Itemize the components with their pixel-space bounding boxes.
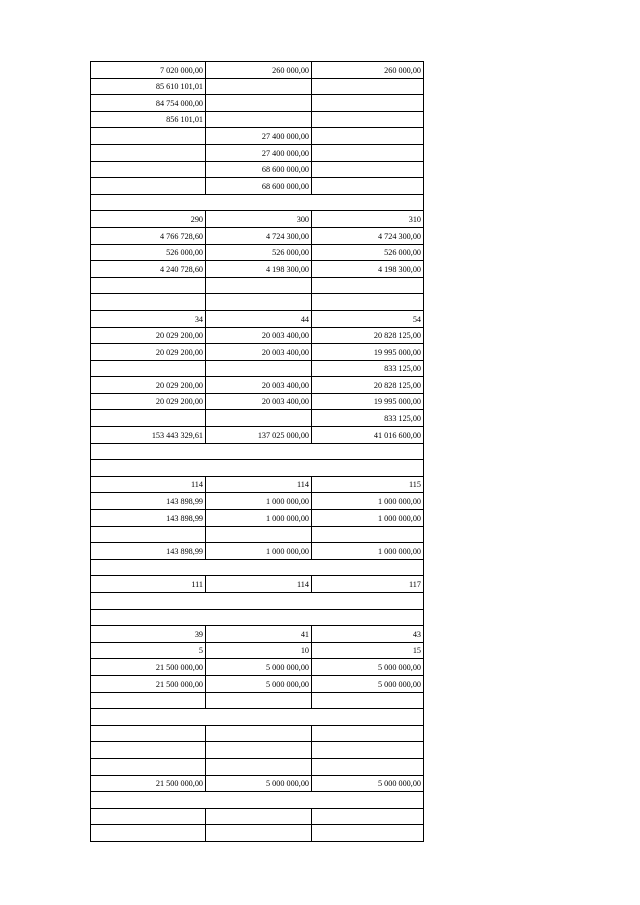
merged-row: [91, 194, 424, 211]
table-cell: [206, 410, 312, 427]
table-row: [91, 659, 424, 676]
table-cell: [312, 294, 424, 311]
table-cell: 137 025 000,00: [206, 427, 312, 444]
table-cell: [206, 808, 312, 825]
table-row: [91, 427, 424, 444]
table-cell: [206, 725, 312, 742]
table-row: [91, 510, 424, 527]
table-cell: 526 000,00: [312, 244, 424, 261]
merged-cell: [91, 792, 424, 809]
table-cell: 260 000,00: [206, 62, 312, 79]
merged-row: [91, 559, 424, 576]
merged-row: [91, 593, 424, 610]
table-cell: 34: [91, 310, 206, 327]
table-cell: [91, 410, 206, 427]
table-row: [91, 692, 424, 709]
table-cell: 20 828 125,00: [312, 327, 424, 344]
table-cell: 1 000 000,00: [312, 543, 424, 560]
table-cell: 20 029 200,00: [91, 377, 206, 394]
table-cell: [312, 161, 424, 178]
table-cell: [206, 78, 312, 95]
table-cell: [312, 692, 424, 709]
table-cell: 111: [91, 576, 206, 593]
merged-cell: [91, 460, 424, 477]
table-cell: [91, 758, 206, 775]
table-cell: 20 003 400,00: [206, 377, 312, 394]
table-cell: 143 898,99: [91, 543, 206, 560]
table-cell: 20 003 400,00: [206, 344, 312, 361]
table-cell: 54: [312, 310, 424, 327]
table-row: [91, 261, 424, 278]
table-cell: 4 198 300,00: [312, 261, 424, 278]
table-cell: 68 600 000,00: [206, 161, 312, 178]
table-cell: 526 000,00: [206, 244, 312, 261]
table-cell: 84 754 000,00: [91, 95, 206, 112]
table-row: [91, 111, 424, 128]
table-cell: [312, 78, 424, 95]
table-cell: 5 000 000,00: [312, 775, 424, 792]
merged-row: [91, 792, 424, 809]
table-row: [91, 211, 424, 228]
table-cell: [91, 178, 206, 195]
table-cell: 20 003 400,00: [206, 327, 312, 344]
table-cell: 4 240 728,60: [91, 261, 206, 278]
table-cell: [312, 742, 424, 759]
table-cell: [312, 128, 424, 145]
table-cell: 4 724 300,00: [312, 227, 424, 244]
table-cell: 833 125,00: [312, 360, 424, 377]
table-cell: 4 766 728,60: [91, 227, 206, 244]
spreadsheet-body: [91, 62, 424, 842]
merged-row: [91, 443, 424, 460]
table-row: [91, 775, 424, 792]
table-row: [91, 95, 424, 112]
table-cell: [312, 277, 424, 294]
table-cell: [206, 526, 312, 543]
table-row: [91, 808, 424, 825]
table-row: [91, 675, 424, 692]
table-cell: 4 724 300,00: [206, 227, 312, 244]
table-row: [91, 493, 424, 510]
table-cell: [206, 692, 312, 709]
table-cell: 5 000 000,00: [206, 775, 312, 792]
table-cell: 526 000,00: [91, 244, 206, 261]
table-row: [91, 344, 424, 361]
table-cell: 20 828 125,00: [312, 377, 424, 394]
table-row: [91, 825, 424, 842]
merged-row: [91, 709, 424, 726]
table-cell: [312, 825, 424, 842]
merged-cell: [91, 593, 424, 610]
table-cell: [91, 825, 206, 842]
table-row: [91, 227, 424, 244]
table-row: [91, 377, 424, 394]
table-cell: 20 029 200,00: [91, 344, 206, 361]
table-cell: [206, 758, 312, 775]
merged-row: [91, 460, 424, 477]
table-row: [91, 576, 424, 593]
table-cell: 20 003 400,00: [206, 393, 312, 410]
table-row: [91, 62, 424, 79]
table-cell: 114: [91, 476, 206, 493]
table-row: [91, 178, 424, 195]
spreadsheet-table: [90, 61, 424, 842]
table-row: [91, 161, 424, 178]
table-cell: 27 400 000,00: [206, 128, 312, 145]
table-row: [91, 244, 424, 261]
table-row: [91, 526, 424, 543]
table-row: [91, 476, 424, 493]
table-cell: 19 995 000,00: [312, 393, 424, 410]
merged-row: [91, 609, 424, 626]
table-cell: 5: [91, 642, 206, 659]
table-cell: [312, 725, 424, 742]
table-row: [91, 758, 424, 775]
table-row: [91, 128, 424, 145]
table-cell: [91, 277, 206, 294]
table-cell: 1 000 000,00: [206, 493, 312, 510]
table-row: [91, 277, 424, 294]
table-cell: 1 000 000,00: [206, 543, 312, 560]
table-cell: 1 000 000,00: [312, 510, 424, 527]
table-cell: [91, 360, 206, 377]
table-cell: 39: [91, 626, 206, 643]
table-cell: 300: [206, 211, 312, 228]
table-row: [91, 360, 424, 377]
table-cell: 833 125,00: [312, 410, 424, 427]
table-cell: 260 000,00: [312, 62, 424, 79]
merged-cell: [91, 443, 424, 460]
table-cell: 20 029 200,00: [91, 393, 206, 410]
table-cell: [91, 294, 206, 311]
table-cell: [91, 808, 206, 825]
table-cell: [312, 95, 424, 112]
table-cell: [91, 526, 206, 543]
table-cell: [91, 128, 206, 145]
table-cell: 15: [312, 642, 424, 659]
table-row: [91, 144, 424, 161]
table-cell: [312, 808, 424, 825]
table-cell: 143 898,99: [91, 493, 206, 510]
table-cell: 310: [312, 211, 424, 228]
table-cell: 1 000 000,00: [206, 510, 312, 527]
table-cell: 5 000 000,00: [312, 675, 424, 692]
table-row: [91, 410, 424, 427]
table-row: [91, 327, 424, 344]
table-cell: 85 610 101,01: [91, 78, 206, 95]
table-cell: [312, 178, 424, 195]
table-cell: [91, 742, 206, 759]
table-cell: 44: [206, 310, 312, 327]
table-cell: [206, 360, 312, 377]
table-cell: 19 995 000,00: [312, 344, 424, 361]
table-row: [91, 310, 424, 327]
table-cell: [91, 161, 206, 178]
table-row: [91, 393, 424, 410]
table-cell: 1 000 000,00: [312, 493, 424, 510]
table-cell: 5 000 000,00: [206, 659, 312, 676]
table-cell: [206, 825, 312, 842]
table-row: [91, 742, 424, 759]
table-cell: 41 016 600,00: [312, 427, 424, 444]
merged-cell: [91, 709, 424, 726]
table-cell: 114: [206, 476, 312, 493]
table-cell: [312, 758, 424, 775]
table-cell: 114: [206, 576, 312, 593]
table-cell: 115: [312, 476, 424, 493]
table-cell: 4 198 300,00: [206, 261, 312, 278]
merged-cell: [91, 194, 424, 211]
table-cell: 7 020 000,00: [91, 62, 206, 79]
table-cell: 10: [206, 642, 312, 659]
table-cell: 5 000 000,00: [206, 675, 312, 692]
table-cell: 41: [206, 626, 312, 643]
table-cell: 143 898,99: [91, 510, 206, 527]
table-cell: 21 500 000,00: [91, 775, 206, 792]
table-cell: [206, 294, 312, 311]
table-cell: 856 101,01: [91, 111, 206, 128]
table-row: [91, 543, 424, 560]
table-cell: 153 443 329,61: [91, 427, 206, 444]
table-cell: [312, 144, 424, 161]
table-cell: 43: [312, 626, 424, 643]
table-row: [91, 294, 424, 311]
table-cell: [91, 144, 206, 161]
table-cell: 290: [91, 211, 206, 228]
table-cell: [206, 277, 312, 294]
table-cell: 21 500 000,00: [91, 675, 206, 692]
table-cell: 27 400 000,00: [206, 144, 312, 161]
table-cell: [91, 725, 206, 742]
merged-cell: [91, 609, 424, 626]
table-cell: [206, 95, 312, 112]
table-row: [91, 642, 424, 659]
table-cell: [206, 742, 312, 759]
table-cell: 20 029 200,00: [91, 327, 206, 344]
table-row: [91, 626, 424, 643]
merged-cell: [91, 559, 424, 576]
table-cell: 5 000 000,00: [312, 659, 424, 676]
table-cell: 117: [312, 576, 424, 593]
table-cell: 68 600 000,00: [206, 178, 312, 195]
table-row: [91, 78, 424, 95]
table-cell: [91, 692, 206, 709]
table-cell: 21 500 000,00: [91, 659, 206, 676]
table-row: [91, 725, 424, 742]
table-cell: [312, 111, 424, 128]
table-cell: [206, 111, 312, 128]
table-cell: [312, 526, 424, 543]
